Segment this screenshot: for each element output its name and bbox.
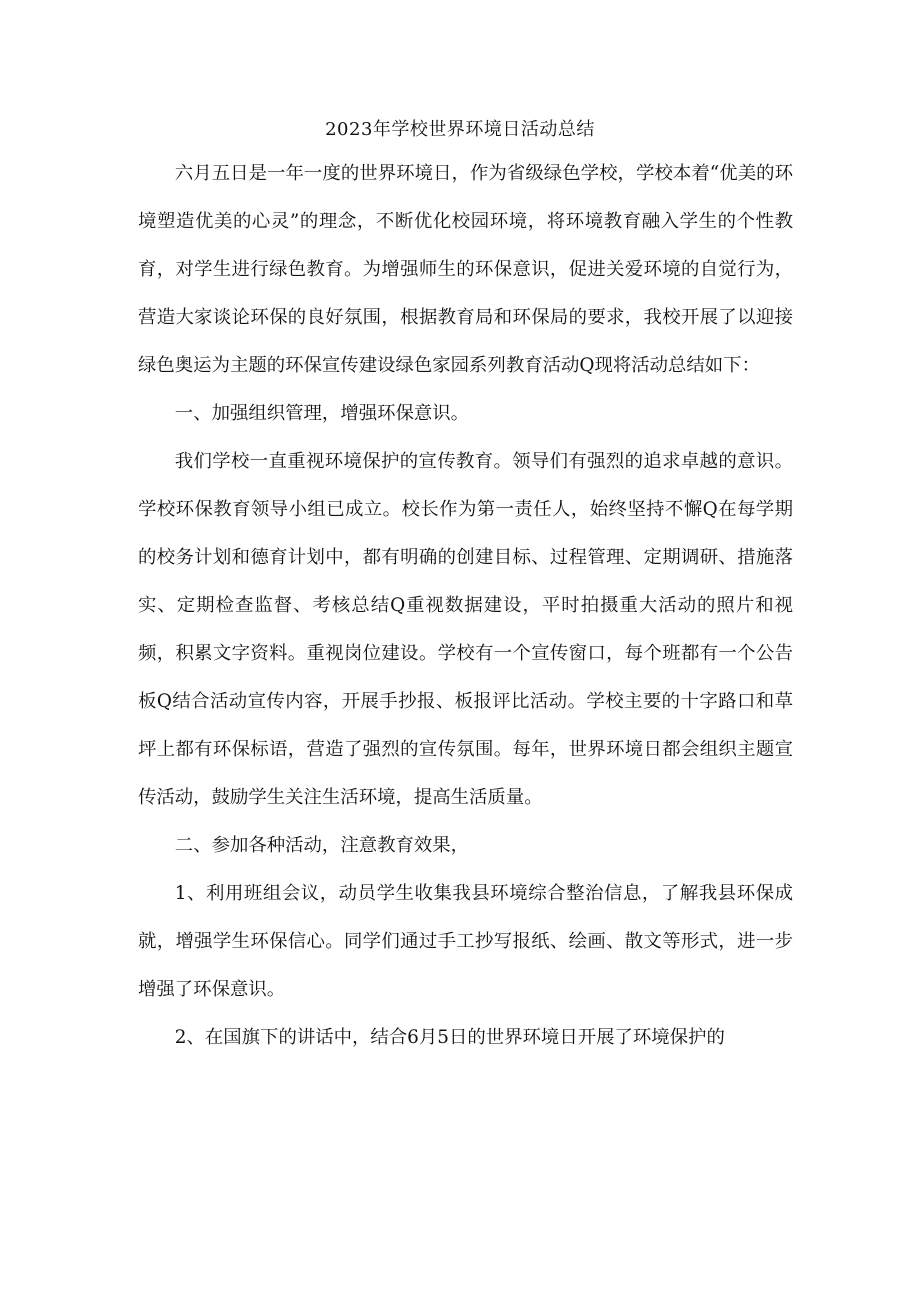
section-heading-1: 一、加强组织管理，增强环保意识。	[174, 403, 470, 424]
paragraph-item-1: 1、利用班组会议，动员学生收集我县环境综合整治信息，了解我县环保成就，增强学生环保信心。同学们通过手工抄写报纸、绘画、散文等形式，进一步增强了环保意识。	[138, 883, 793, 1000]
section-heading-2: 二、参加各种活动，注意教育效果，	[174, 835, 470, 856]
paragraph-item-2: 2、在国旗下的讲话中，结合6月5日的世界环境日开展了环境保护的	[174, 1027, 725, 1048]
paragraph-section-1: 我们学校一直重视环境保护的宣传教育。领导们有强烈的追求卓越的意识。学校环保教育领导小组已成立。校长作为第一责任人，始终坚持不懈Q在每学期的校务计划和德育计划中，都有明确的创建目标、过程管理、定期调研、措施落实、定期检查监督、考核总结Q重视数据建设，平时拍摄重大活动的照片和视频，积累文字资料。重视岗位建设。学校有一个宣传窗口，每个班都有一个公告板Q结合活动宣传内容，开展手抄报、板报评比活动。学校主要的十字路口和草坪上都有环保标语，营造了强烈的宣传氛围。每年，世界环境日都会组织主题宣传活动，鼓励学生关注生活环境，提高生活质量。	[138, 451, 793, 808]
document-title: 2023年学校世界环境日活动总结	[325, 119, 595, 140]
document-body	[138, 150, 793, 1062]
paragraph-intro: 六月五日是一年一度的世界环境日，作为省级绿色学校，学校本着“优美的环境塑造优美的心灵”的理念，不断优化校园环境，将环境教育融入学生的个性教育，对学生进行绿色教育。为增强师生的环保意识，促进关爱环境的自觉行为，营造大家谈论环保的良好氛围，根据教育局和环保局的要求，我校开展了以迎接绿色奥运为主题的环保宣传建设绿色家园系列教育活动Q现将活动总结如下：	[138, 163, 793, 376]
